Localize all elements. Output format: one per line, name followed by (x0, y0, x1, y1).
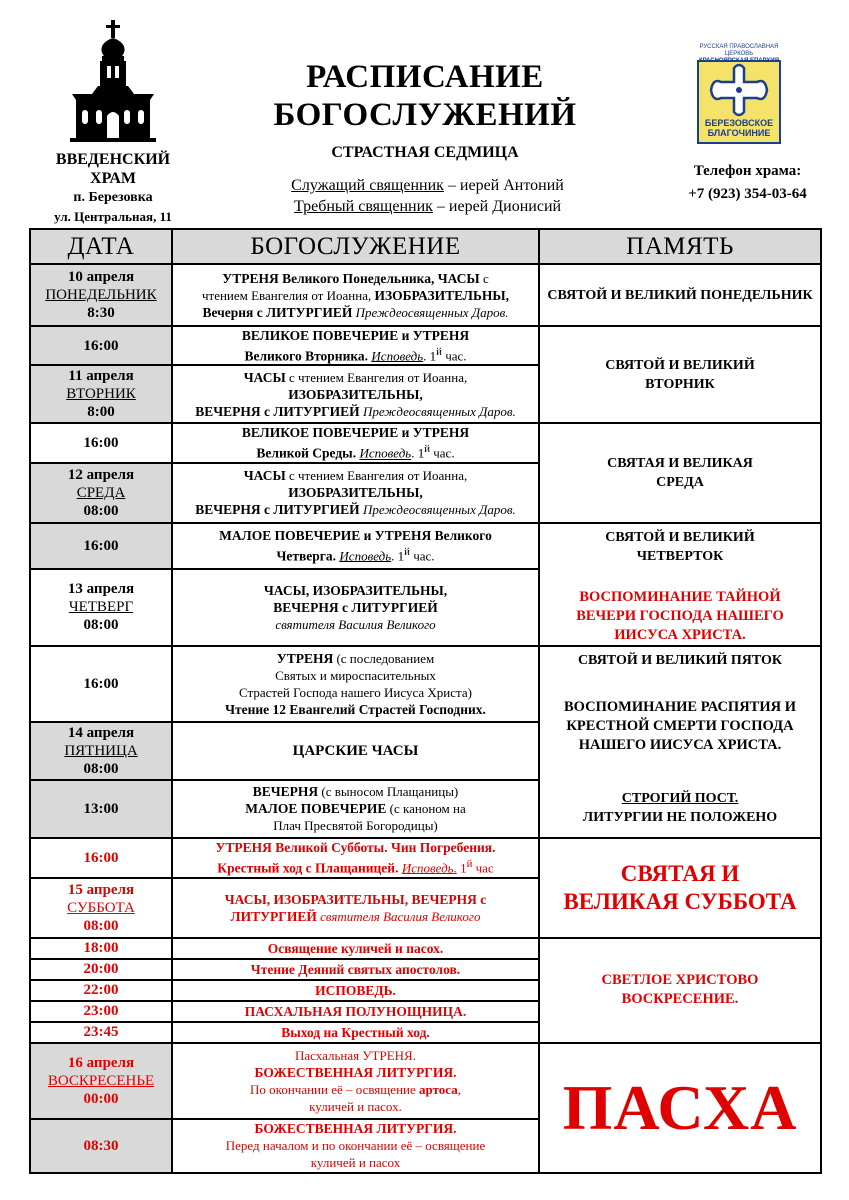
memory-text: ПАСХА (562, 1071, 798, 1143)
title-line2: БОГОСЛУЖЕНИЙ (273, 97, 577, 133)
svc-text: УТРЕНЯ Великой Субботы. Чин Погребения. (215, 839, 496, 855)
service-cell (172, 264, 539, 326)
svc-text: ЛИТУРГИЕЙ (230, 908, 317, 924)
time: 20:00 (83, 961, 119, 978)
service-cell (172, 938, 539, 959)
page-title (250, 58, 600, 134)
table-row (30, 423, 821, 462)
service-cell (172, 1119, 539, 1173)
svc-text: куличей и пасох (310, 1155, 401, 1171)
memory-text: СВЯТОЙ И ВЕЛИКИЙ ВТОРНИК (605, 357, 755, 392)
svc-text: й (404, 546, 410, 559)
svc-text: ВЕЧЕРНЯ с ЛИТУРГИЕЙ (273, 599, 438, 615)
svc-text: с чтением Евангелия от Иоанна, (285, 468, 468, 484)
svc-text: куличей и пасох. (309, 1098, 402, 1114)
time: 16:00 (83, 537, 119, 554)
svc-text: Великого Вторника. (244, 348, 372, 364)
page-subtitle: СТРАСТНАЯ СЕДМИЦА (331, 144, 519, 161)
svc-text: час (472, 860, 494, 876)
priest1-name: – иерей Антоний (443, 177, 564, 194)
date-cell (30, 1022, 172, 1043)
svc-text: (с выносом Плащаницы) (318, 784, 459, 800)
svc-text: ПАСХАЛЬНАЯ ПОЛУНОЩНИЦА. (244, 1003, 467, 1019)
time: 23:45 (83, 1024, 119, 1041)
svc-text: БОЖЕСТВЕННАЯ ЛИТУРГИЯ. (254, 1064, 457, 1080)
svc-text: Великой Среды. (256, 445, 360, 461)
time: 08:30 (83, 1137, 119, 1154)
service-cell (172, 463, 539, 523)
priest2-name: – иерей Дионисий (432, 198, 562, 215)
church-location: п. Березовка (73, 190, 153, 205)
service-cell (172, 838, 539, 878)
svc-text: Крестный ход с Плащаницей. (217, 860, 402, 876)
service-cell (172, 1022, 539, 1043)
church-address: ул. Центральная, 11 (54, 209, 172, 224)
memory-cell (539, 326, 821, 423)
service-cell (172, 980, 539, 1001)
time: 8:30 (87, 305, 115, 321)
weekday: ВТОРНИК (66, 386, 136, 403)
svc-text: Выход на Крестный ход. (281, 1024, 430, 1040)
svc-text: Преждеосвященных Даров. (352, 304, 509, 320)
date-cell (30, 1001, 172, 1022)
svc-text: ВЕЧЕРНЯ (252, 784, 319, 800)
phone-number: +7 (923) 354-03-64 (688, 186, 807, 202)
svc-text: МАЛОЕ ПОВЕЧЕРИЕ и УТРЕНЯ Великого (219, 528, 492, 544)
logo-caption-line1: РУССКАЯ ПРАВОСЛАВНАЯ ЦЕРКОВЬ (699, 44, 779, 57)
table-row (30, 838, 821, 878)
date: 13 апреля (67, 581, 135, 598)
date-cell (30, 365, 172, 423)
weekday: СРЕДА (76, 484, 126, 501)
table-header-row (30, 229, 821, 264)
svc-text: ЧАСЫ (243, 468, 286, 484)
time: 16:00 (83, 675, 119, 692)
memory-cell (539, 523, 821, 646)
svc-text: Освящение куличей и пасох. (267, 940, 444, 956)
time: 13:00 (83, 800, 119, 817)
logo-text (699, 118, 779, 138)
date-cell (30, 569, 172, 646)
weekday: ПОНЕДЕЛЬНИК (45, 287, 157, 303)
svc-text: с (479, 270, 489, 286)
memory-cell (539, 1043, 821, 1173)
header-date: ДАТА (30, 229, 172, 264)
date-cell (30, 523, 172, 569)
service-cell (172, 959, 539, 980)
memory-text: СВЯТОЙ И ВЕЛИКИЙ ЧЕТВЕРТОК (605, 529, 755, 564)
table-row (30, 938, 821, 959)
svc-text: Чтение 12 Евангелий Страстей Господних. (225, 701, 486, 717)
memory-cell (539, 264, 821, 326)
svc-text: артоса (419, 1081, 458, 1097)
service-cell (172, 1001, 539, 1022)
date-cell (30, 264, 172, 326)
memory-text: СВЕТЛОЕ ХРИСТОВО ВОСКРЕСЕНИЕ. (601, 972, 759, 1008)
svc-text: ВЕЛИКОЕ ПОВЕЧЕРИЕ и УТРЕНЯ (241, 328, 470, 343)
time: 08:00 (83, 617, 119, 634)
svc-text: БОЖЕСТВЕННАЯ ЛИТУРГИЯ. (254, 1121, 457, 1137)
memory-cell (539, 646, 821, 838)
date-cell (30, 878, 172, 938)
date-cell (30, 646, 172, 722)
svc-text: ЧАСЫ, ИЗОБРАЗИТЕЛЬНЫ, ВЕЧЕРНЯ с (224, 891, 487, 907)
memory-cell (539, 423, 821, 522)
memory-text: ЛИТУРГИИ НЕ ПОЛОЖЕНО (582, 809, 778, 825)
date-cell (30, 722, 172, 780)
date-cell (30, 1119, 172, 1173)
church-name-line1: ВВЕДЕНСКИЙ (55, 151, 171, 168)
priest-line-2 (230, 196, 625, 217)
time: 18:00 (83, 940, 119, 957)
date-cell (30, 1043, 172, 1119)
memory-text: СВЯТАЯ И ВЕЛИКАЯ СРЕДА (607, 455, 753, 490)
svc-text: ИЗОБРАЗИТЕЛЬНЫ, (288, 386, 423, 402)
service-cell (172, 1043, 539, 1119)
svc-text: Страстей Господа нашего Иисуса Христа) (239, 684, 472, 700)
time: 08:00 (83, 502, 119, 519)
service-cell (172, 646, 539, 722)
svc-text: ИЗОБРАЗИТЕЛЬНЫ, (288, 485, 423, 501)
memory-text: СВЯТОЙ И ВЕЛИКИЙ ПЯТОК (577, 652, 783, 668)
service-cell (172, 423, 539, 462)
svc-text: ЧАСЫ, ИЗОБРАЗИТЕЛЬНЫ, (263, 582, 448, 598)
diocese-logo (695, 44, 783, 148)
svc-text: (с последованием (333, 650, 435, 666)
svc-text: й (436, 346, 442, 358)
svc-text: святителя Василия Великого (275, 616, 436, 632)
svc-text: ВЕЧЕРНЯ с ЛИТУРГИЕЙ (195, 403, 360, 419)
service-cell (172, 523, 539, 569)
time: 00:00 (83, 1090, 119, 1107)
weekday: ЧЕТВЕРГ (68, 599, 134, 616)
service-cell (172, 878, 539, 938)
memory-cell (539, 938, 821, 1043)
svc-text: ВЕЛИКОЕ ПОВЕЧЕРИЕ и УТРЕНЯ (241, 425, 470, 441)
svc-text: УТРЕНЯ Великого Понедельника, ЧАСЫ (222, 270, 480, 286)
date-cell (30, 780, 172, 838)
table-row (30, 1043, 821, 1119)
date: 15 апреля (67, 881, 135, 898)
svc-text: Исповедь (371, 348, 424, 364)
memory-text: ВОСПОМИНАНИЕ ТАЙНОЙ ВЕЧЕРИ ГОСПОДА НАШЕГО ИИСУСА ХРИСТА. (576, 588, 784, 643)
service-cell (172, 326, 539, 365)
priest2-role: Требный священник (293, 198, 433, 215)
date-cell (30, 938, 172, 959)
svc-text: УТРЕНЯ (276, 650, 334, 666)
table-row (30, 264, 821, 326)
priest1-role: Служащий священник (291, 177, 444, 194)
svc-text: й (424, 443, 430, 456)
service-cell (172, 569, 539, 646)
svc-text: ИЗОБРАЗИТЕЛЬНЫ, (374, 287, 510, 303)
table-row (30, 523, 821, 569)
priest-line-1 (230, 175, 625, 196)
svc-text: (с каноном на (386, 801, 466, 817)
svc-text: Исповедь (359, 445, 412, 461)
header-service: БОГОСЛУЖЕНИЕ (172, 229, 539, 264)
svc-text: Перед началом и по окончании её – освящение (225, 1138, 486, 1154)
svc-text: Исповедь (339, 548, 392, 564)
date: 10 апреля (67, 269, 135, 285)
service-cell (172, 780, 539, 838)
svc-text: . 1 (391, 548, 405, 564)
logo-box (697, 60, 781, 144)
svc-text: Преждеосвященных Даров. (359, 502, 516, 518)
church-icon (68, 20, 158, 142)
svc-text: . 1 (411, 445, 425, 461)
logo-text-line2: БЛАГОЧИНИЕ (707, 128, 771, 138)
date-cell (30, 980, 172, 1001)
time: 16:00 (83, 849, 119, 866)
logo-text-line1: БЕРЕЗОВСКОЕ (704, 118, 774, 128)
date-cell (30, 423, 172, 462)
svc-text: Пасхальная УТРЕНЯ. (295, 1047, 416, 1063)
time: 08:00 (83, 917, 119, 934)
svc-text: ИСПОВЕДЬ. (315, 982, 396, 998)
service-cell (172, 365, 539, 423)
date: 11 апреля (68, 368, 134, 385)
church-name (28, 150, 198, 226)
time: 22:00 (83, 982, 119, 999)
date-cell (30, 463, 172, 523)
date: 16 апреля (67, 1054, 135, 1071)
cross-icon (699, 62, 779, 118)
priests-block (230, 175, 625, 217)
svc-text: чтением Евангелия от Иоанна, (201, 287, 375, 303)
title-line1: РАСПИСАНИЕ (306, 59, 544, 95)
weekday: СУББОТА (67, 899, 135, 916)
memory-text: СТРОГИЙ ПОСТ. (621, 790, 739, 806)
phone-label: Телефон храма: (693, 163, 802, 179)
svc-text: час. (409, 548, 435, 564)
svc-text: час. (441, 348, 467, 364)
svc-text: Исповедь. (401, 860, 457, 876)
date: 12 апреля (67, 466, 135, 483)
svc-text: Вечерня с ЛИТУРГИЕЙ (202, 304, 353, 320)
svc-text: ЧАСЫ (243, 369, 286, 385)
church-name-line2: ХРАМ (90, 170, 136, 187)
svc-text: , (457, 1081, 461, 1097)
svc-text: час. (430, 445, 455, 461)
svc-text: Чтение Деяний святых апостолов. (250, 961, 461, 977)
svc-text: Четверга. (276, 548, 340, 564)
phone-block (655, 160, 840, 206)
time: 16:00 (83, 434, 119, 451)
table-row (30, 326, 821, 365)
table-row (30, 646, 821, 722)
memory-cell (539, 838, 821, 938)
svc-text: й (466, 857, 473, 870)
svc-text: Святых и мироспасительных (275, 667, 436, 683)
svc-text: По окончании её – освящение (250, 1081, 420, 1097)
svc-text: святителя Василия Великого (316, 908, 481, 924)
time: 08:00 (83, 760, 119, 777)
svc-text: ВЕЧЕРНЯ с ЛИТУРГИЕЙ (195, 502, 360, 518)
svc-text: 1 (456, 860, 467, 876)
memory-text: СВЯТАЯ И ВЕЛИКАЯ СУББОТА (563, 860, 797, 914)
time: 8:00 (87, 404, 115, 421)
svc-text: ЦАРСКИЕ ЧАСЫ (292, 742, 419, 759)
schedule-table (29, 228, 822, 1174)
svc-text: . 1 (423, 348, 437, 364)
date-cell (30, 326, 172, 365)
time: 23:00 (83, 1003, 119, 1020)
weekday: ПЯТНИЦА (64, 742, 138, 759)
date: 14 апреля (67, 724, 135, 741)
memory-text: ВОСПОМИНАНИЕ РАСПЯТИЯ И КРЕСТНОЙ СМЕРТИ ГОСПОДА НАШЕГО ИИСУСА ХРИСТА. (563, 698, 797, 753)
weekday: ВОСКРЕСЕНЬЕ (47, 1072, 155, 1089)
memory-text: СВЯТОЙ И ВЕЛИКИЙ ПОНЕДЕЛЬНИК (547, 287, 813, 303)
svc-text: Плач Пресвятой Богородицы) (273, 818, 438, 834)
svc-text: Преждеосвященных Даров. (359, 403, 516, 419)
header-memory: ПАМЯТЬ (539, 229, 821, 264)
date-cell (30, 959, 172, 980)
service-cell (172, 722, 539, 780)
svc-text: с чтением Евангелия от Иоанна, (285, 369, 468, 385)
date-cell (30, 838, 172, 878)
svc-text: МАЛОЕ ПОВЕЧЕРИЕ (245, 801, 387, 817)
time: 16:00 (83, 337, 119, 354)
